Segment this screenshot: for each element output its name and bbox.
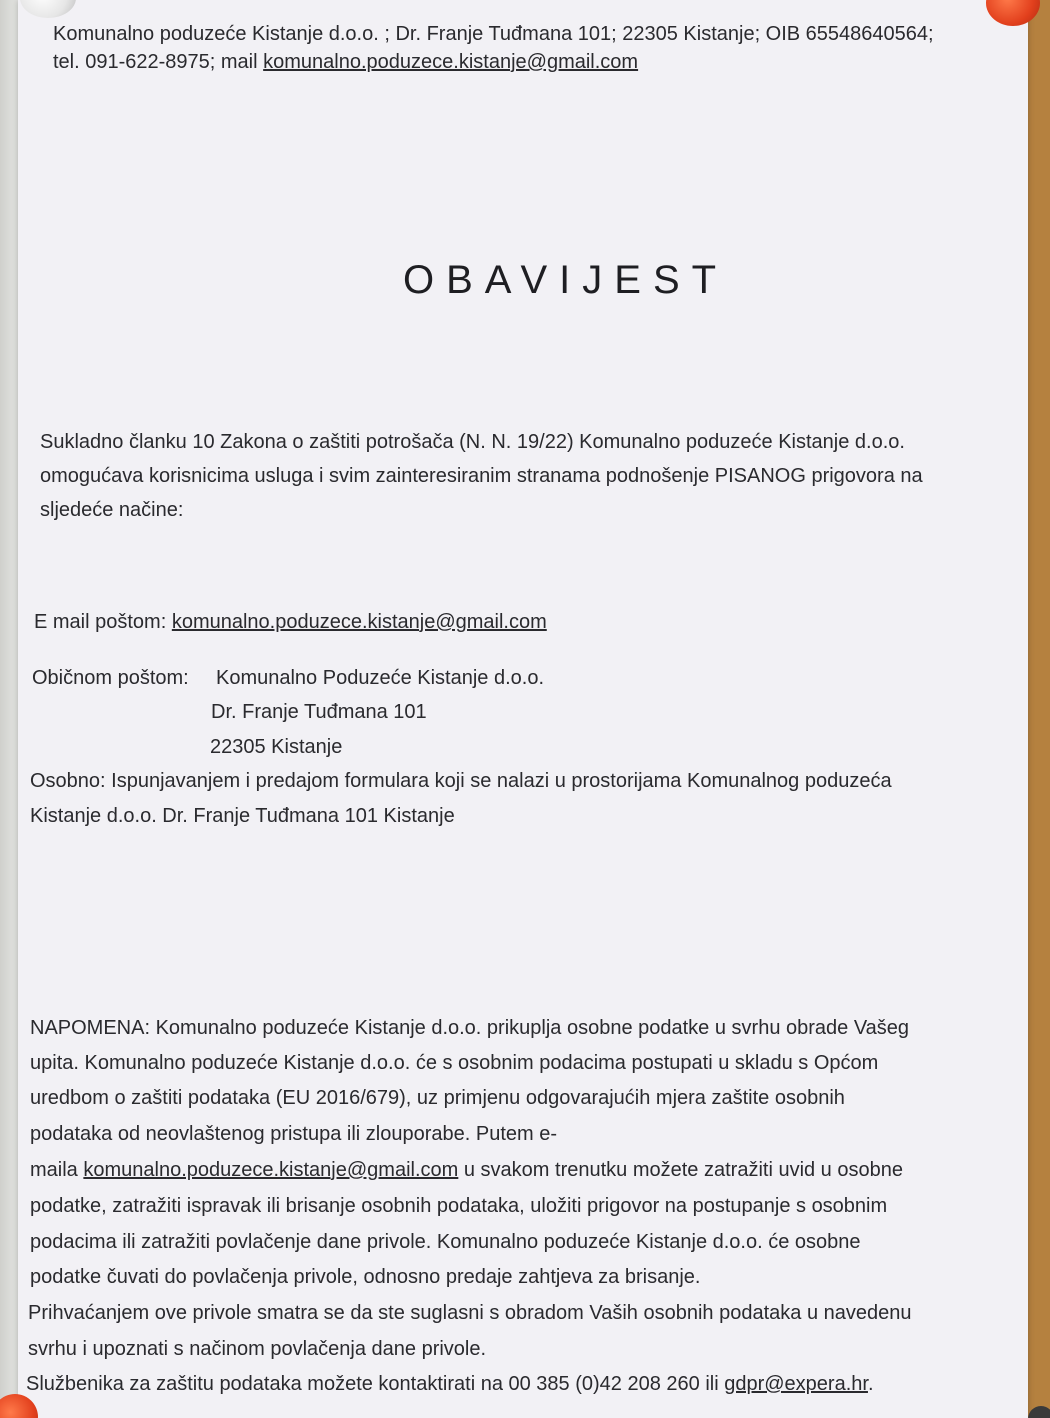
gdpr-email-link[interactable]: gdpr@expera.hr bbox=[724, 1373, 868, 1395]
notice-paper bbox=[18, 0, 1028, 1418]
note-line-9: Prihvaćanjem ove privole smatra se da ste suglasni s obradom Vaših osobnih podataka u navedenu bbox=[28, 1302, 912, 1324]
intro-line-3: sljedeće načine: bbox=[40, 499, 184, 521]
note-line-3: uredbom o zaštiti podataka (EU 2016/679), uz primjenu odgovarajućih mjera zaštite osobnih bbox=[30, 1087, 845, 1109]
note-line-1: NAPOMENA: Komunalno poduzeće Kistanje d.o.o. prikuplja osobne podatke u svrhu obrade Vašeg bbox=[30, 1017, 910, 1039]
intro-line-1: Sukladno članku 10 Zakona o zaštiti potrošača (N. N. 19/22) Komunalno poduzeće Kistanje d.o.o. bbox=[40, 431, 905, 453]
intro-line-2: omogućava korisnicima usluga i svim zainteresiranim stranama podnošenje PISANOG prigovora na bbox=[40, 465, 923, 487]
email-method bbox=[34, 612, 547, 632]
header-email-link[interactable]: komunalno.poduzece.kistanje@gmail.com bbox=[263, 51, 639, 73]
note-line-6: podatke, zatražiti ispravak ili brisanje osobnih podataka, uložiti prigovor na postupanje s osobnim bbox=[30, 1195, 888, 1217]
note-line-2: upita. Komunalno poduzeće Kistanje d.o.o. će s osobnim podacima postupati u skladu s Općom bbox=[30, 1052, 879, 1074]
note-line-10: svrhu i upoznati s načinom povlačenja dane privole. bbox=[28, 1338, 487, 1360]
post-address-line-1: Komunalno Poduzeće Kistanje d.o.o. bbox=[216, 667, 544, 689]
post-address-line-2: Dr. Franje Tuđmana 101 bbox=[211, 701, 427, 723]
note-line-5 bbox=[30, 1160, 903, 1180]
post-method-label: Običnom poštom: bbox=[32, 667, 189, 689]
note-email-prefix: maila bbox=[30, 1159, 84, 1181]
email-method-label: E mail poštom: bbox=[34, 611, 172, 633]
note-line-8: podatke čuvati do povlačenja privole, odnosno predaje zahtjeva za brisanje. bbox=[30, 1266, 701, 1288]
email-method-link[interactable]: komunalno.poduzece.kistanje@gmail.com bbox=[171, 611, 547, 633]
dpo-contact-suffix: . bbox=[867, 1373, 874, 1395]
note-email-link[interactable]: komunalno.poduzece.kistanje@gmail.com bbox=[83, 1159, 459, 1181]
header-contact-text: tel. 091-622-8975; mail bbox=[53, 51, 264, 73]
note-line-4: podataka od neovlaštenog pristupa ili zlouporabe. Putem e- bbox=[30, 1123, 558, 1145]
header-line-1: Komunalno poduzeće Kistanje d.o.o. ; Dr. Franje Tuđmana 101; 22305 Kistanje; OIB 65548640564; bbox=[53, 23, 934, 45]
dpo-contact-text: Službenika za zaštitu podataka možete kontaktirati na 00 385 (0)42 208 260 ili bbox=[26, 1373, 725, 1395]
note-line-7: podacima ili zatražiti povlačenje dane privole. Komunalno poduzeće Kistanje d.o.o. će osobne bbox=[30, 1231, 861, 1253]
note-line-11 bbox=[26, 1374, 874, 1394]
page-title: OBAVIJEST bbox=[403, 258, 729, 302]
personal-method-line-2: Kistanje d.o.o. Dr. Franje Tuđmana 101 Kistanje bbox=[30, 805, 455, 827]
header-line-2 bbox=[53, 52, 638, 72]
personal-method-line-1: Osobno: Ispunjavanjem i predajom formulara koji se nalazi u prostorijama Komunalnog poduzeća bbox=[30, 770, 892, 792]
post-address-line-3: 22305 Kistanje bbox=[210, 736, 343, 758]
note-email-suffix: u svakom trenutku možete zatražiti uvid u osobne bbox=[458, 1159, 903, 1181]
